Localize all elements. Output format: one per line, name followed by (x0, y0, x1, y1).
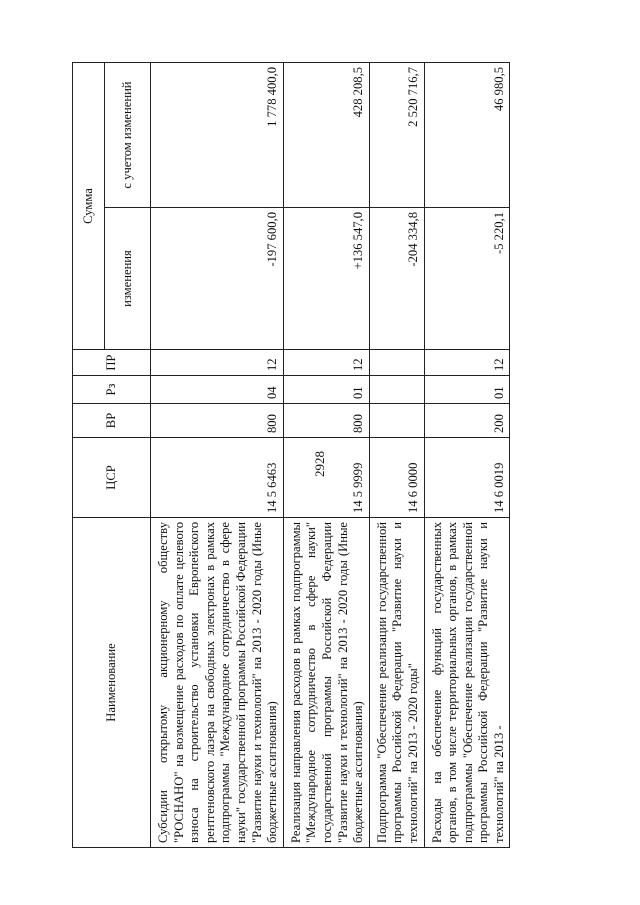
row-pr: 12 (424, 350, 510, 376)
row-csr: 14 6 0019 (424, 438, 510, 518)
budget-table (72, 62, 510, 848)
row-change: +136 547,0 (283, 208, 369, 350)
row-name: Субсидии открытому акционерному обществу "РОСНАНО" на возмещение расходов по оплате целевого взноса на строительство установки Европейского рентгеновского лазера на свободных электронах в рамках подпрограммы "Международное сотрудничество в сфере науки" государственной программы Российской Федерации "Развитие науки и технологий" на 2013 - 2020 годы (Иные бюджетные ассигнования) (151, 518, 284, 848)
header-name: Наименование (73, 518, 151, 848)
row-total: 2 520 716,7 (369, 62, 424, 207)
row-rz (369, 376, 424, 404)
header-csr: ЦСР (73, 438, 151, 518)
row-csr: 14 6 0000 (369, 438, 424, 518)
row-vr: 200 (424, 404, 510, 438)
header-change: изменения (105, 208, 151, 350)
row-csr: 14 5 6463 (151, 438, 284, 518)
row-rz: 04 (151, 376, 284, 404)
row-rz: 01 (424, 376, 510, 404)
row-vr: 800 (283, 404, 369, 438)
header-sum: Сумма (73, 62, 105, 349)
row-change: -5 220,1 (424, 208, 510, 350)
row-pr (369, 350, 424, 376)
row-change: -204 334,8 (369, 208, 424, 350)
budget-table-sheet (72, 63, 627, 848)
row-rz: 01 (283, 376, 369, 404)
header-vr: ВР (73, 404, 151, 438)
table-row (283, 62, 369, 847)
row-pr: 12 (283, 350, 369, 376)
row-total: 46 980,5 (424, 62, 510, 207)
header-pr: ПР (73, 350, 151, 376)
table-row (369, 62, 424, 847)
row-vr: 800 (151, 404, 284, 438)
table-row (151, 62, 284, 847)
header-with-change: с учетом изменений (105, 62, 151, 207)
header-rz: Рз (73, 376, 151, 404)
table-row (424, 62, 510, 847)
row-vr (369, 404, 424, 438)
row-name: Подпрограмма "Обеспечение реализации государственной программы Российской Федерации "Развитие науки и технологий" на 2013 - 2020 годы" (369, 518, 424, 848)
page-number-text: 2928 (312, 451, 327, 477)
row-name: Реализация направления расходов в рамках подпрограммы "Международное сотрудничество в сфере науки" государственной программы Российской Федерации "Развитие науки и технологий" на 2013 - 2020 годы (Иные бюджетные ассигнования) (283, 518, 369, 848)
row-total: 428 208,5 (283, 62, 369, 207)
row-name: Расходы на обеспечение функций государственных органов, в том числе территориальных органов, в рамках подпрограммы "Обеспечение реализации государственной программы Российской Федерации "Развитие науки и технологий" на 2013 - (424, 518, 510, 848)
row-total: 1 778 400,0 (151, 62, 284, 207)
row-change: -197 600,0 (151, 208, 284, 350)
row-pr: 12 (151, 350, 284, 376)
row-csr: 14 5 9999 (283, 438, 369, 518)
